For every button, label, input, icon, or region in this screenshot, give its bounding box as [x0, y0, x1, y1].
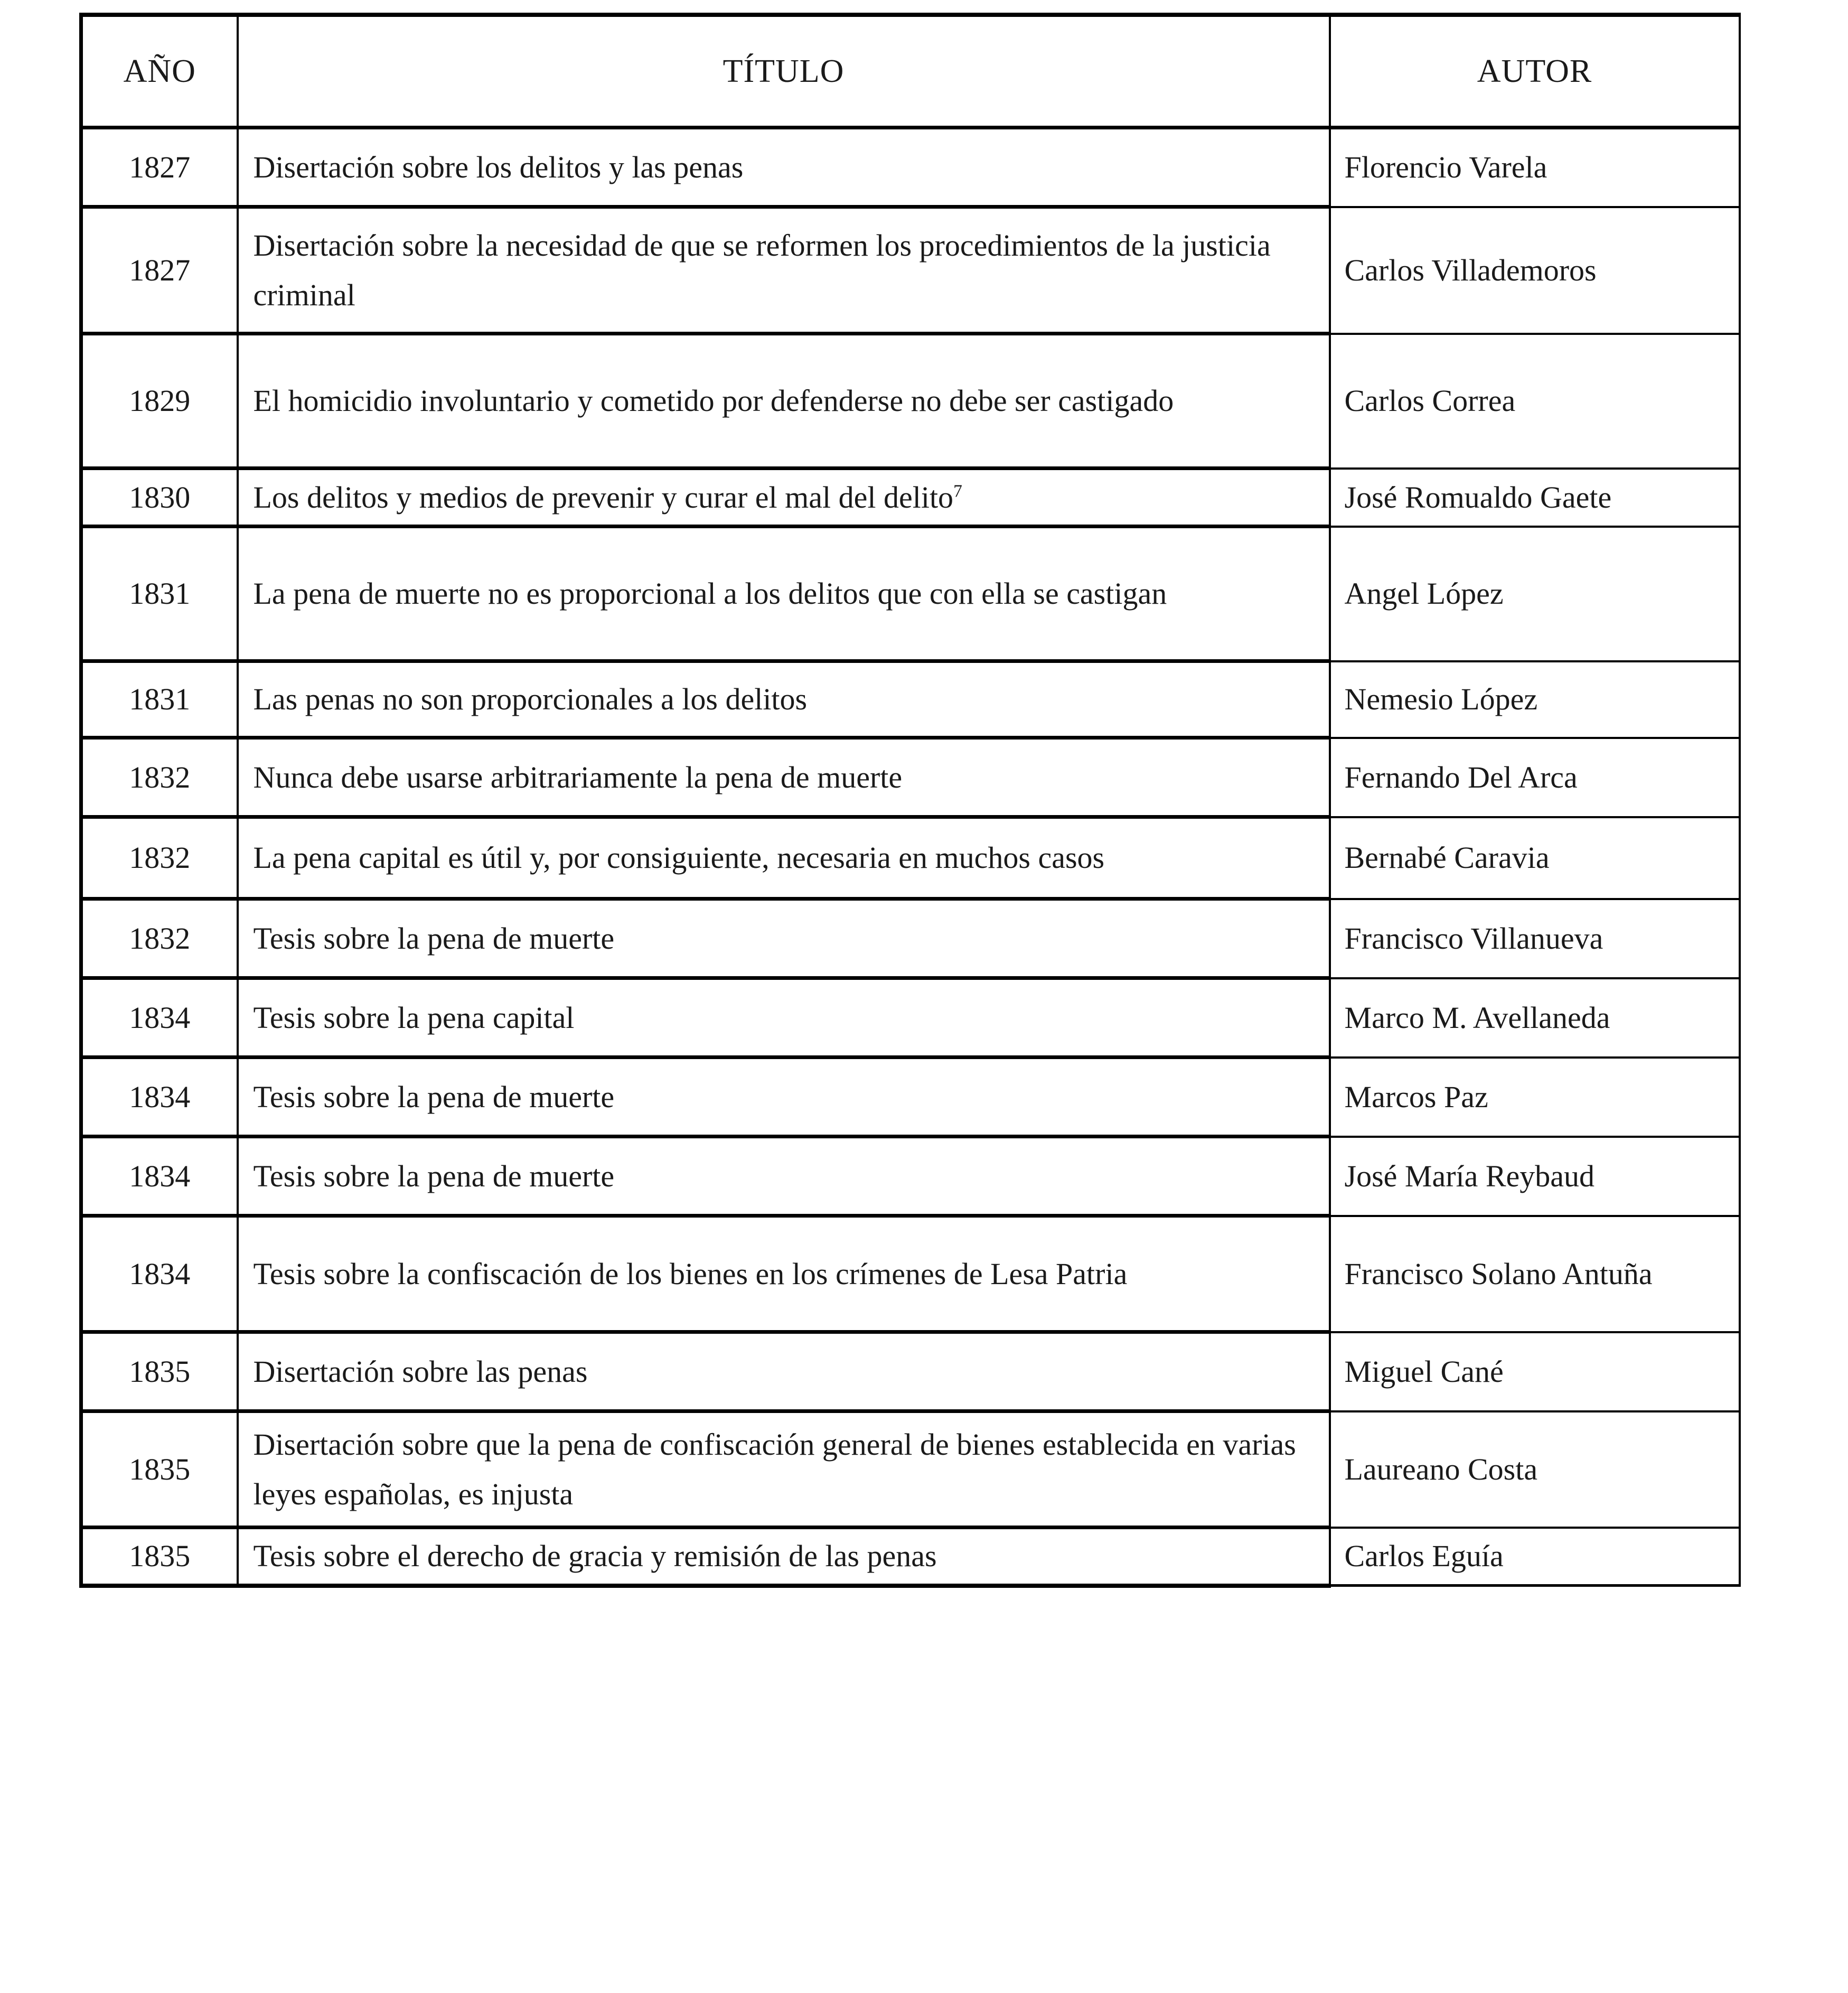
thesis-table: [79, 13, 1741, 1588]
cell-year: 1832: [81, 817, 238, 899]
table-row: [81, 469, 1740, 527]
cell-author: [1330, 128, 1740, 207]
title-text: Tesis sobre la confiscación de los bienes en los crímenes de Lesa Patria: [253, 1256, 1128, 1291]
table-row: [81, 1216, 1740, 1332]
title-text: Tesis sobre la pena de muerte: [253, 1079, 615, 1114]
author-text: Miguel Cané: [1344, 1354, 1504, 1389]
cell-author: [1330, 899, 1740, 978]
cell-year: 1834: [81, 978, 238, 1058]
cell-title: [238, 128, 1330, 207]
cell-title: [238, 738, 1330, 817]
cell-title: [238, 899, 1330, 978]
table-row: [81, 1528, 1740, 1586]
title-text: Disertación sobre la necesidad de que se reformen los procedimientos de la justicia criminal: [253, 228, 1271, 312]
cell-year: 1835: [81, 1528, 238, 1586]
table-row: [81, 661, 1740, 738]
cell-title: [238, 1332, 1330, 1411]
author-text: Nemesio López: [1344, 682, 1538, 717]
cell-title: [238, 1411, 1330, 1528]
cell-title: [238, 817, 1330, 899]
title-text: Tesis sobre la pena de muerte: [253, 1158, 615, 1193]
cell-author: [1330, 978, 1740, 1058]
author-text: José Romualdo Gaete: [1344, 480, 1612, 514]
title-text: Los delitos y medios de prevenir y curar el mal del delito$^7$: [253, 480, 962, 514]
author-text: Angel López: [1344, 576, 1504, 611]
table-row: [81, 978, 1740, 1058]
column-header-title: TÍTULO: [238, 15, 1330, 128]
cell-year: 1831: [81, 661, 238, 738]
author-text: Francisco Villanueva: [1344, 921, 1603, 956]
cell-year: 1832: [81, 738, 238, 817]
author-text: Marco M. Avellaneda: [1344, 1000, 1610, 1035]
cell-year: 1830: [81, 469, 238, 527]
cell-title: [238, 1216, 1330, 1332]
title-text: Disertación sobre las penas: [253, 1354, 588, 1389]
cell-author: [1330, 738, 1740, 817]
cell-year: 1829: [81, 334, 238, 469]
cell-year: 1834: [81, 1137, 238, 1216]
title-text: Tesis sobre la pena capital: [253, 1000, 575, 1035]
title-text: Disertación sobre los delitos y las penas: [253, 149, 744, 184]
footnote-marker: 7: [953, 481, 962, 501]
cell-title: [238, 1058, 1330, 1137]
title-text: Tesis sobre la pena de muerte: [253, 921, 615, 956]
table-row: [81, 527, 1740, 661]
author-text: Laureano Costa: [1344, 1452, 1538, 1486]
cell-title: [238, 978, 1330, 1058]
table-row: [81, 817, 1740, 899]
cell-year: 1835: [81, 1411, 238, 1528]
cell-year: 1827: [81, 207, 238, 334]
cell-title: [238, 527, 1330, 661]
cell-author: [1330, 1058, 1740, 1137]
cell-year: 1827: [81, 128, 238, 207]
title-text: El homicidio involuntario y cometido por defenderse no debe ser castigado: [253, 383, 1174, 418]
author-text: José María Reybaud: [1344, 1158, 1595, 1193]
table-header: [81, 15, 1740, 128]
table-header-row: [81, 15, 1740, 128]
table-row: [81, 1411, 1740, 1528]
author-text: Carlos Villademoros: [1344, 252, 1597, 287]
cell-author: [1330, 817, 1740, 899]
cell-title: [238, 1137, 1330, 1216]
title-text: Nunca debe usarse arbitrariamente la pena de muerte: [253, 760, 903, 794]
table-row: [81, 1058, 1740, 1137]
table-row: [81, 128, 1740, 207]
cell-author: [1330, 1216, 1740, 1332]
author-text: Carlos Correa: [1344, 383, 1516, 418]
cell-author: [1330, 1137, 1740, 1216]
title-text: Tesis sobre el derecho de gracia y remisión de las penas: [253, 1539, 937, 1574]
author-text: Carlos Eguía: [1344, 1539, 1504, 1574]
cell-author: [1330, 1332, 1740, 1411]
cell-author: [1330, 1528, 1740, 1586]
table-body: [81, 128, 1740, 1586]
cell-author: [1330, 469, 1740, 527]
table-row: [81, 899, 1740, 978]
author-text: Florencio Varela: [1344, 150, 1547, 185]
cell-year: 1834: [81, 1216, 238, 1332]
title-text: La pena capital es útil y, por consiguiente, necesaria en muchos casos: [253, 840, 1105, 875]
cell-year: 1831: [81, 527, 238, 661]
column-header-author: AUTOR: [1330, 15, 1740, 128]
cell-year: 1834: [81, 1058, 238, 1137]
table-row: [81, 334, 1740, 469]
cell-author: [1330, 527, 1740, 661]
cell-title: [238, 469, 1330, 527]
title-text: La pena de muerte no es proporcional a los delitos que con ella se castigan: [253, 576, 1167, 611]
cell-title: [238, 207, 1330, 334]
author-text: Bernabé Caravia: [1344, 840, 1550, 875]
cell-year: 1832: [81, 899, 238, 978]
cell-author: [1330, 334, 1740, 469]
table-row: [81, 1137, 1740, 1216]
title-text: Disertación sobre que la pena de confiscación general de bienes establecida en varias leyes españolas, es injusta: [253, 1427, 1296, 1511]
author-text: Marcos Paz: [1344, 1079, 1488, 1114]
title-text: Las penas no son proporcionales a los delitos: [253, 682, 808, 717]
cell-title: [238, 1528, 1330, 1586]
author-text: Francisco Solano Antuña: [1344, 1256, 1653, 1291]
cell-author: [1330, 661, 1740, 738]
cell-author: [1330, 1411, 1740, 1528]
cell-title: [238, 661, 1330, 738]
table-row: [81, 207, 1740, 334]
author-text: Fernando Del Arca: [1344, 760, 1578, 794]
table-row: [81, 738, 1740, 817]
cell-year: 1835: [81, 1332, 238, 1411]
cell-title: [238, 334, 1330, 469]
table-row: [81, 1332, 1740, 1411]
cell-author: [1330, 207, 1740, 334]
column-header-year: AÑO: [81, 15, 238, 128]
